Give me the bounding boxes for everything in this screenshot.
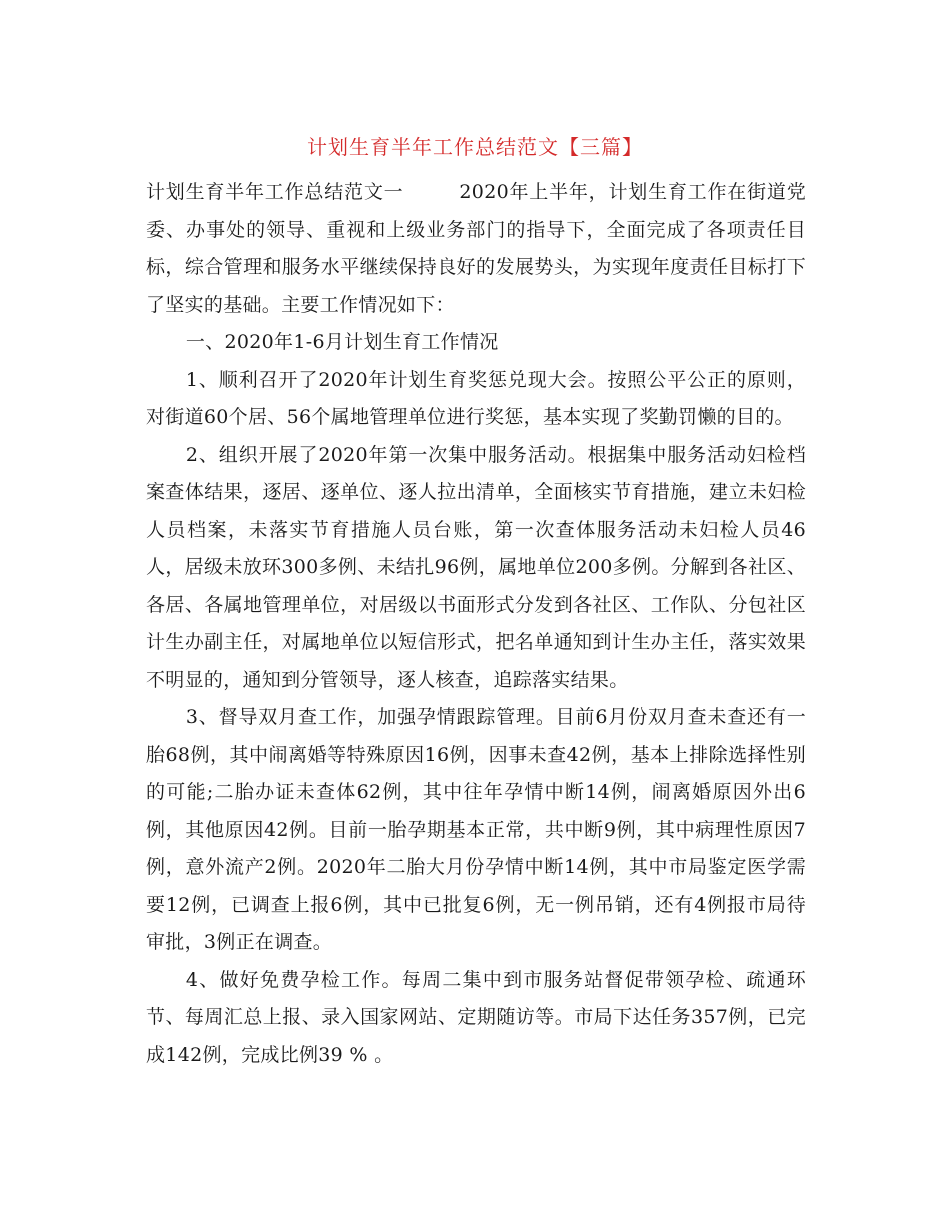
paragraph-3: 3、督导双月查工作，加强孕情跟踪管理。目前6月份双月查未查还有一胎68例，其中闹离婚等特殊原因16例，因事未查42例，基本上排除选择性别的可能;二胎办证未查体62例，其中往年孕情中断14例，闹离婚原因外出6例，其他原因42例。目前一胎孕期基本正常，共中断9例，其中病理性原因7例，意外流产2例。2020年二胎大月份孕情中断14例，其中市局鉴定医学需要12例，已调查上报6例，其中已批复6例，无一例吊销，还有4例报市局待审批，3例正在调查。: [146, 706, 806, 953]
intro-paragraph: [146, 174, 806, 324]
intro-text: 2020年上半年，计划生育工作在街道党委、办事处的领导、重视和上级业务部门的指导下，全面完成了各项责任目标，综合管理和服务水平继续保持良好的发展势头，为实现年度责任目标打下了坚实的基础。主要工作情况如下：: [146, 181, 806, 316]
paragraph-2: 2、组织开展了2020年第一次集中服务活动。根据集中服务活动妇检档案查体结果，逐居、逐单位、逐人拉出清单，全面核实节育措施，建立未妇检人员档案，未落实节育措施人员台账，第一次查体服务活动未妇检人员46人，居级未放环300多例、未结扎96例，属地单位200多例。分解到各社区、各居、各属地管理单位，对居级以书面形式分发到各社区、工作队、分包社区计生办副主任，对属地单位以短信形式，把名单通知到计生办主任，落实效果不明显的，通知到分管领导，逐人核查，追踪落实结果。: [146, 443, 806, 691]
document-title: 计划生育半年工作总结范文【三篇】: [307, 135, 643, 159]
section-heading: 一、2020年1-6月计划生育工作情况: [185, 331, 499, 353]
intro-heading: 计划生育半年工作总结范文一: [146, 181, 404, 203]
document-body: [146, 174, 806, 1074]
paragraph-4: 4、做好免费孕检工作。每周二集中到市服务站督促带领孕检、疏通环节、每周汇总上报、录入国家网站、定期随访等。市局下达任务357例，已完成142例，完成比例39 % 。: [146, 968, 806, 1066]
paragraph-1: 1、顺利召开了2020年计划生育奖惩兑现大会。按照公平公正的原则，对街道60个居、56个属地管理单位进行奖惩，基本实现了奖勤罚懒的目的。: [146, 368, 806, 428]
